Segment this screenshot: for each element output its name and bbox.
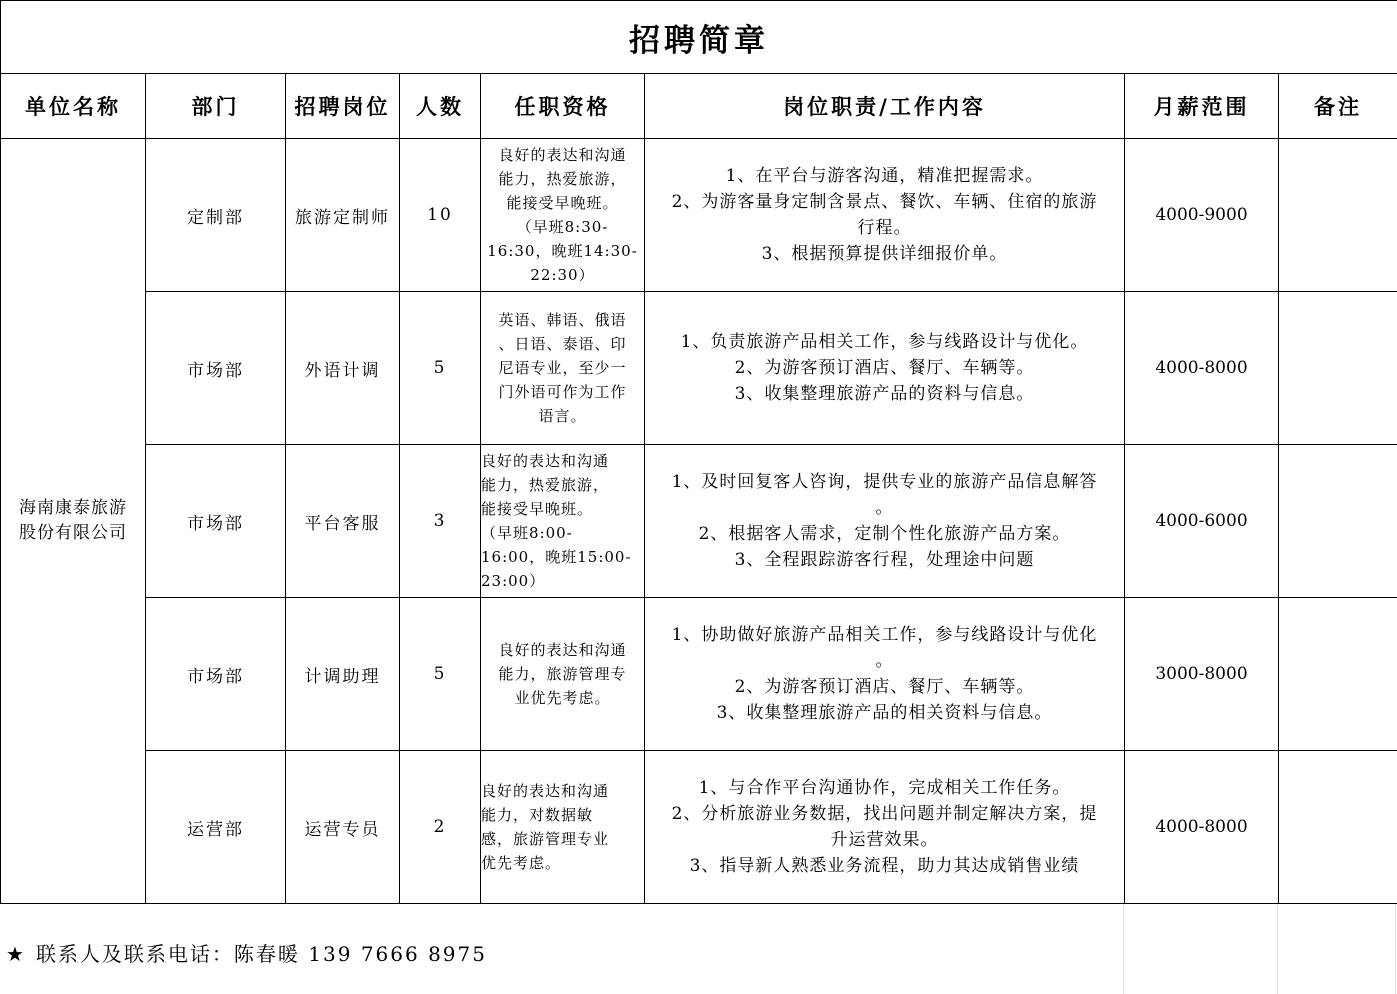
position-cell: 运营专员 xyxy=(286,751,400,904)
company-name xyxy=(1,139,146,904)
qualification-line: 16:00，晚班15:00- xyxy=(481,548,632,566)
duty-line: 2、为游客预订酒店、餐厅、车辆等。 xyxy=(734,677,1035,697)
department-cell: 市场部 xyxy=(146,598,286,751)
header-duties: 岗位职责/工作内容 xyxy=(645,74,1125,139)
notes-cell xyxy=(1279,292,1397,445)
duties-cell xyxy=(645,445,1125,598)
grid-line xyxy=(1395,904,1396,994)
salary-cell: 4000-6000 xyxy=(1125,445,1279,598)
count-cell: 10 xyxy=(400,139,481,292)
duty-line: 1、与合作平台沟通协作，完成相关工作任务。 xyxy=(698,778,1071,798)
qualification-line: 能力，旅游管理专 xyxy=(498,665,627,683)
qualification-cell xyxy=(481,598,645,751)
qualification-line: 能接受早晚班。 xyxy=(481,500,594,518)
qualification-cell xyxy=(481,292,645,445)
duties-cell xyxy=(645,751,1125,904)
duties-cell xyxy=(645,598,1125,751)
duty-line: 1、在平台与游客沟通，精准把握需求。 xyxy=(725,166,1044,186)
duty-line: 3、收集整理旅游产品的相关资料与信息。 xyxy=(716,703,1053,723)
notes-cell xyxy=(1279,445,1397,598)
header-department: 部门 xyxy=(146,74,286,139)
grid-line xyxy=(1277,904,1278,994)
qualification-line: 感，旅游管理专业 xyxy=(481,830,610,848)
qualification-line: 尼语专业，至少一 xyxy=(498,359,627,377)
salary-cell: 4000-8000 xyxy=(1125,751,1279,904)
count-cell: 2 xyxy=(400,751,481,904)
duty-line: 升运营效果。 xyxy=(830,830,939,850)
grid-line xyxy=(1123,904,1124,994)
table-row xyxy=(1,445,1397,598)
position-cell: 旅游定制师 xyxy=(286,139,400,292)
duty-line: 。 xyxy=(875,498,894,518)
header-position: 招聘岗位 xyxy=(286,74,400,139)
qualification-line: 语言。 xyxy=(538,407,587,425)
qualification-line: 良好的表达和沟通 xyxy=(498,146,627,164)
header-qualification: 任职资格 xyxy=(481,74,645,139)
qualification-line: 能力，热爱旅游， xyxy=(481,476,610,494)
salary-cell: 4000-8000 xyxy=(1125,292,1279,445)
duties-cell xyxy=(645,292,1125,445)
notes-cell xyxy=(1279,751,1397,904)
department-cell: 市场部 xyxy=(146,292,286,445)
table-row xyxy=(1,292,1397,445)
qualification-line: （早班8:00- xyxy=(481,524,573,542)
count-cell: 5 xyxy=(400,598,481,751)
qualification-line: 23:00） xyxy=(481,572,546,590)
qualification-line: 能接受早晚班。 xyxy=(506,194,619,212)
contact-text: 联系人及联系电话：陈春暖 139 7666 8975 xyxy=(35,942,487,966)
duty-line: 。 xyxy=(875,651,894,671)
qualification-line: （早班8:30- xyxy=(516,218,609,236)
duty-line: 2、为游客量身定制含景点、餐饮、车辆、住宿的旅游 xyxy=(671,192,1098,212)
duty-line: 1、及时回复客人咨询，提供专业的旅游产品信息解答 xyxy=(671,472,1098,492)
star-icon: ★ xyxy=(6,942,26,966)
page-title: 招聘简章 xyxy=(1,1,1397,74)
table-row xyxy=(1,751,1397,904)
notes-cell xyxy=(1279,598,1397,751)
duty-line: 行程。 xyxy=(857,218,912,238)
table-row xyxy=(1,139,1397,292)
header-count: 人数 xyxy=(400,74,481,139)
duty-line: 2、分析旅游业务数据，找出问题并制定解决方案，提 xyxy=(671,804,1098,824)
header-salary: 月薪范围 xyxy=(1125,74,1279,139)
duty-line: 1、负责旅游产品相关工作，参与线路设计与优化。 xyxy=(680,332,1089,352)
notes-cell xyxy=(1279,139,1397,292)
table-row xyxy=(1,598,1397,751)
department-cell: 定制部 xyxy=(146,139,286,292)
qualification-line: 英语、韩语、俄语 xyxy=(498,311,627,329)
qualification-cell xyxy=(481,139,645,292)
qualification-line: 优先考虑。 xyxy=(481,854,562,872)
department-cell: 市场部 xyxy=(146,445,286,598)
company-line: 股份有限公司 xyxy=(19,523,127,543)
duty-line: 2、根据客人需求，定制个性化旅游产品方案。 xyxy=(698,524,1071,544)
duty-line: 3、收集整理旅游产品的资料与信息。 xyxy=(734,384,1035,404)
qualification-line: 、日语、泰语、印 xyxy=(498,335,627,353)
qualification-cell xyxy=(481,751,645,904)
qualification-line: 16:30，晚班14:30- xyxy=(487,242,638,260)
contact-footer xyxy=(6,938,487,967)
duty-line: 2、为游客预订酒店、餐厅、车辆等。 xyxy=(734,358,1035,378)
duty-line: 3、全程跟踪游客行程，处理途中问题 xyxy=(734,550,1035,570)
company-line: 海南康泰旅游 xyxy=(19,498,127,518)
qualification-line: 22:30） xyxy=(530,266,595,284)
duty-line: 3、根据预算提供详细报价单。 xyxy=(761,244,1008,264)
count-cell: 5 xyxy=(400,292,481,445)
duties-cell xyxy=(645,139,1125,292)
header-notes: 备注 xyxy=(1279,74,1397,139)
salary-cell: 3000-8000 xyxy=(1125,598,1279,751)
position-cell: 平台客服 xyxy=(286,445,400,598)
qualification-line: 良好的表达和沟通 xyxy=(498,641,627,659)
department-cell: 运营部 xyxy=(146,751,286,904)
position-cell: 外语计调 xyxy=(286,292,400,445)
position-cell: 计调助理 xyxy=(286,598,400,751)
qualification-line: 业优先考虑。 xyxy=(514,689,611,707)
count-cell: 3 xyxy=(400,445,481,598)
duty-line: 1、协助做好旅游产品相关工作，参与线路设计与优化 xyxy=(671,625,1098,645)
qualification-cell xyxy=(481,445,645,598)
qualification-line: 能力，对数据敏 xyxy=(481,806,594,824)
header-row xyxy=(1,74,1397,139)
header-company: 单位名称 xyxy=(1,74,146,139)
duty-line: 3、指导新人熟悉业务流程，助力其达成销售业绩 xyxy=(689,856,1080,876)
qualification-line: 良好的表达和沟通 xyxy=(481,782,610,800)
qualification-line: 能力，热爱旅游， xyxy=(498,170,627,188)
qualification-line: 良好的表达和沟通 xyxy=(481,452,610,470)
salary-cell: 4000-9000 xyxy=(1125,139,1279,292)
qualification-line: 门外语可作为工作 xyxy=(498,383,627,401)
